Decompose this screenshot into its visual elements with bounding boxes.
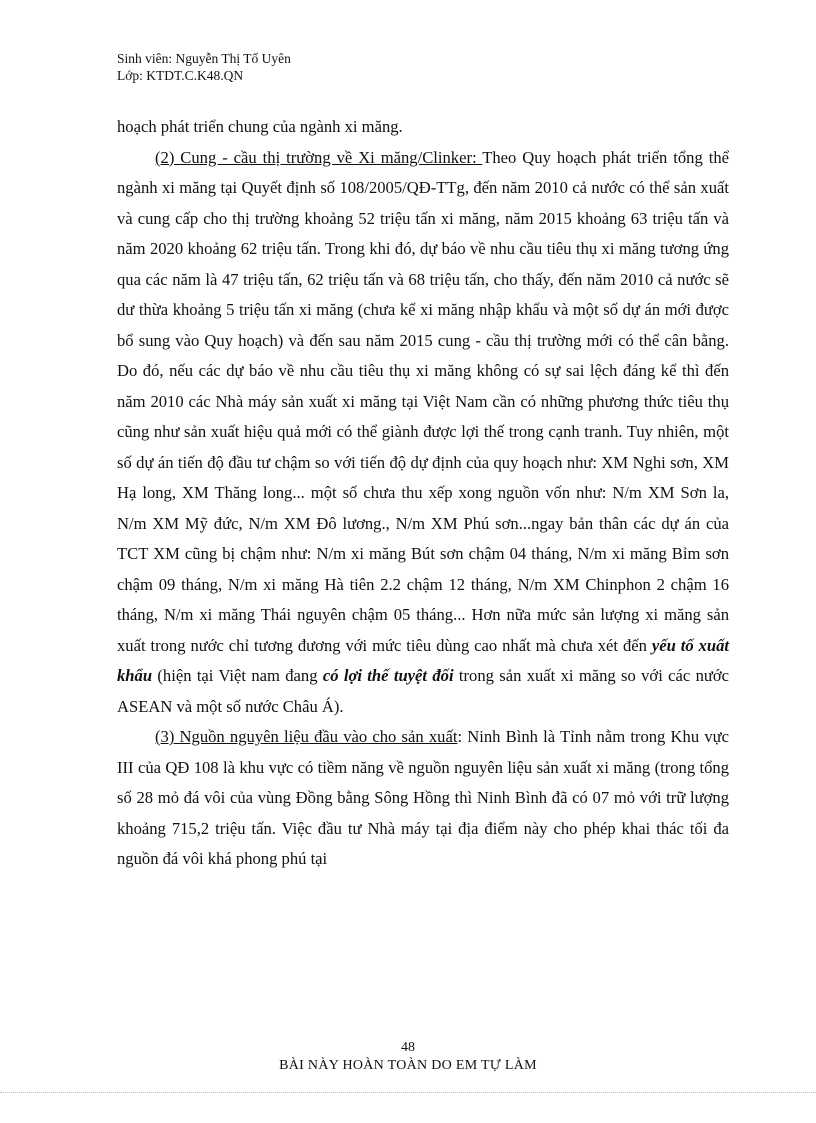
student-name: Sinh viên: Nguyễn Thị Tố Uyên (117, 51, 291, 66)
paragraph-3-text: : Ninh Bình là Tỉnh nằm trong Khu vực III của QĐ 108 là khu vực có tiềm năng về nguồn nguyên liệu sản xuất xi măng (trong tổng số 28 mỏ đá vôi của vùng Đồng bằng Sông Hồng thì Ninh Bình đã có 07 mỏ với trữ lượng khoảng 715,2 triệu tấn. Việc đầu tư Nhà máy tại địa điểm này cho phép khai thác tối đa nguồn đá vôi khá phong phú tại (117, 727, 729, 868)
paragraph-raw-materials (117, 722, 729, 875)
paragraph-supply-demand (117, 143, 729, 723)
paragraph-2-text: Theo Quy hoạch phát triển tổng thể ngành xi măng tại Quyết định số 108/2005/QĐ-TTg, đến năm 2010 cả nước có thể sản xuất và cung cấp cho thị trường khoảng 52 triệu tấn xi măng, năm 2015 khoảng 63 triệu tấn và năm 2020 khoảng 62 triệu tấn. Trong khi đó, dự báo về nhu cầu tiêu thụ xi măng tương ứng qua các năm là 47 triệu tấn, 62 triệu tấn và 68 triệu tấn, cho thấy, đến năm 2010 cả nước sẽ dư thừa khoảng 5 triệu tấn xi măng (chưa kể xi măng nhập khẩu và một số dự án mới được bổ sung vào Quy hoạch) và đến sau năm 2015 cung - cầu thị trường mới có thể cân bằng. Do đó, nếu các dự báo về nhu cầu tiêu thụ xi măng không có sự sai lệch đáng kể thì đến năm 2010 các Nhà máy sản xuất xi măng tại Việt Nam cần có những phương thức tiêu thụ cũng như sản xuất hiệu quả mới có thể giành được lợi thế trong cạnh tranh. Tuy nhiên, một số dự án tiến độ đầu tư chậm so với tiến độ dự định của quy hoạch như: XM Nghi sơn, XM Hạ long, XM Thăng long... một số chưa thu xếp xong nguồn vốn như: N/m XM Sơn la, N/m XM Mỹ đức, N/m XM Đô lương., N/m XM Phú sơn...ngay bản thân các dự án của TCT XM cũng bị chậm như: N/m xi măng Bút sơn chậm 04 tháng, N/m xi măng Bỉm sơn chậm 09 tháng, N/m xi măng Hà tiên 2.2 chậm 12 tháng, N/m XM Chinphon 2 chậm 16 tháng, N/m xi măng Thái nguyên chậm 05 tháng... Hơn nữa mức sản lượng xi măng sản xuất trong nước chỉ tương đương với mức tiêu dùng cao nhất mà chưa xét đến (117, 147, 729, 655)
section-heading-supply-demand: (2) Cung - cầu thị trường về Xi măng/Clinker: (155, 147, 483, 167)
emphasis-export-factor: yếu tố xuất khẩu (117, 635, 729, 685)
emphasis-absolute-advantage: có lợi thế tuyệt đối (322, 666, 454, 685)
page-header (117, 50, 291, 84)
class-code: Lớp: KTDT.C.K48.QN (117, 68, 244, 83)
paragraph-continuation (117, 112, 729, 143)
page-divider (0, 1092, 816, 1093)
section-heading-raw-materials: (3) Nguồn nguyên liệu đầu vào cho sản xuất (155, 727, 458, 746)
paragraph-2-text-2: (hiện tại Việt nam đang (152, 666, 323, 685)
document-body (117, 112, 729, 875)
page-number: 48 (401, 1040, 415, 1055)
paragraph-1-text: hoạch phát triển chung của ngành xi măng. (117, 117, 403, 136)
footer-note: BÀI NÀY HOÀN TOÀN DO EM TỰ LÀM (279, 1058, 537, 1073)
paragraph-2-text-3: trong sản xuất xi măng so với các nước ASEAN và một số nước Châu Á). (117, 666, 730, 716)
